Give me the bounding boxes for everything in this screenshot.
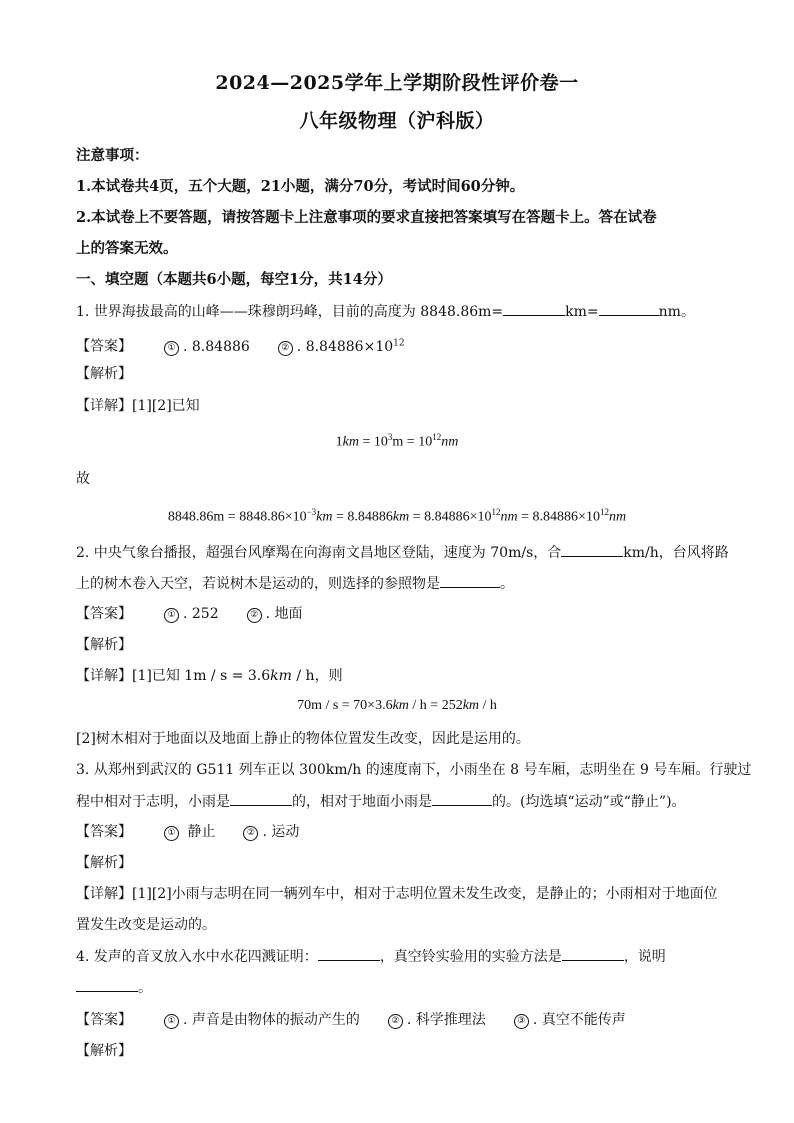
- question-3-line-2: [76, 791, 726, 812]
- detail-label: 【详解】: [76, 668, 132, 684]
- question-2-line-2: [76, 573, 726, 594]
- exam-title: 2024—2025学年上学期阶段性评价卷一: [215, 72, 579, 94]
- question-2-text: 。: [500, 576, 514, 592]
- therefore-text: 故: [76, 471, 90, 487]
- answer-value: 静止: [183, 824, 216, 840]
- question-4-analysis-label: 【解析】: [76, 1043, 132, 1059]
- question-4-answer: [76, 1010, 726, 1030]
- answer-label: 【答案】: [76, 1012, 132, 1028]
- notes-heading: 注意事项：: [76, 147, 149, 164]
- question-1-unit: nm。: [658, 304, 695, 320]
- circle-number-3: ③: [514, 1014, 529, 1029]
- exponent: 12: [393, 338, 405, 348]
- question-2-detail: 【详解】[1]已知 1m / s = 3.6km / h，则: [76, 668, 343, 684]
- answer-value: . 8.84886×10: [296, 338, 394, 355]
- question-4-text: ，真空铃实验用的实验方法是: [379, 949, 562, 965]
- question-2-line-1: [76, 542, 729, 563]
- answer-value: . 252: [183, 606, 219, 622]
- answer-value: . 8.84886: [183, 338, 250, 355]
- answer-blank: [440, 573, 500, 588]
- answer-label: 【答案】: [76, 606, 132, 622]
- question-3-analysis-label: 【解析】: [76, 855, 132, 871]
- question-1: [76, 301, 726, 322]
- exam-subtitle: 八年级物理（沪科版）: [299, 110, 495, 132]
- notes-item-1: 1.本试卷共4页，五个大题，21小题，满分70分，考试时间60分钟。: [76, 178, 525, 195]
- circle-number-1: ①: [164, 1014, 179, 1029]
- answer-value: . 运动: [262, 824, 300, 840]
- answer-value: . 地面: [265, 606, 303, 622]
- question-3-line-1: 3. 从郑州到武汉的 G511 列车正以 300km/h 的速度南下，小雨坐在 8 号车厢，志明坐在 9 号车厢。行驶过: [76, 762, 752, 778]
- circle-number-2: ②: [247, 608, 262, 623]
- detail-label: 【详解】: [76, 398, 132, 414]
- answer-blank: [432, 791, 492, 806]
- formula-speed-conversion: 70m / s = 70×3.6km / h = 252km / h: [297, 698, 497, 713]
- circle-number-1: ①: [164, 341, 179, 356]
- question-2-text: km/h，台风将路: [623, 545, 729, 561]
- answer-blank: [562, 946, 624, 961]
- question-3-text: 的。(均选填“运动”或“静止”)。: [492, 794, 686, 810]
- formula-unit-conversion: $1km = 10^3m = 10^{12}nm$: [335, 432, 459, 450]
- question-3-text: 的，相对于地面小雨是: [292, 794, 432, 810]
- notes-item-2-line-2: 上的答案无效。: [76, 240, 178, 257]
- circle-number-2: ②: [243, 826, 258, 841]
- answer-blank: [76, 977, 138, 992]
- circle-number-2: ②: [388, 1014, 403, 1029]
- answer-blank: [599, 301, 659, 316]
- question-3-detail-line-1: 【详解】[1][2]小雨与志明在同一辆列车中，相对于志明位置未发生改变，是静止的；小雨相对于地面位: [76, 886, 718, 902]
- circle-number-1: ①: [164, 608, 179, 623]
- question-2-text: 2. 中央气象台播报，超强台风摩羯在向海南文昌地区登陆，速度为 70m/s，合: [76, 545, 562, 561]
- circle-number-2: ②: [278, 341, 293, 356]
- question-1-answer: [76, 333, 726, 357]
- answer-blank: [561, 542, 623, 557]
- question-3-text: 程中相对于志明，小雨是: [76, 794, 230, 810]
- section-1-heading: 一、填空题（本题共6小题，每空1分，共14分）: [76, 271, 392, 288]
- question-2-analysis-label: 【解析】: [76, 637, 132, 653]
- detail-label: 【详解】: [76, 886, 132, 902]
- answer-label: 【答案】: [76, 338, 132, 355]
- formula-height-conversion: $8848.86m = 8848.86\times 10^{-3}km = 8.84886km = 8.84886\times 10^{12}nm = 8.84886\times 10^{12}nm$: [167, 507, 627, 525]
- question-3-detail-line-2: 置发生改变是运动的。: [76, 917, 216, 933]
- question-2-detail-2: [2]树木相对于地面以及地面上静止的物体位置发生改变，因此是运用的。: [76, 731, 530, 747]
- answer-blank: [503, 301, 565, 316]
- detail-text: [1][2]已知: [132, 398, 200, 414]
- question-2-answer: [76, 604, 726, 624]
- question-4-line-2: [76, 977, 726, 998]
- question-2-text: 上的树木卷入天空，若说树木是运动的，则选择的参照物是: [76, 576, 440, 592]
- question-4-text: ，说明: [623, 949, 666, 965]
- answer-value: . 科学推理法: [406, 1012, 486, 1028]
- answer-value: . 真空不能传声: [532, 1012, 626, 1028]
- answer-label: 【答案】: [76, 824, 132, 840]
- question-1-analysis-label: 【解析】: [76, 366, 132, 382]
- question-4-text: 。: [138, 980, 152, 996]
- question-3-answer: [76, 822, 726, 842]
- circle-number-1: ①: [164, 826, 179, 841]
- answer-blank: [230, 791, 292, 806]
- question-1-detail: [76, 396, 726, 416]
- notes-item-2-line-1: 2.本试卷上不要答题，请按答题卡上注意事项的要求直接把答案填写在答题卡上。答在试卷: [76, 209, 657, 226]
- question-4-line-1: [76, 946, 726, 967]
- question-4-text: 4. 发声的音叉放入水中水花四溅证明：: [76, 949, 318, 965]
- question-1-unit: km=: [565, 304, 599, 320]
- answer-blank: [318, 946, 380, 961]
- answer-value: . 声音是由物体的振动产生的: [183, 1012, 360, 1028]
- question-1-text: 1. 世界海拔最高的山峰——珠穆朗玛峰，目前的高度为 8848.86m=: [76, 304, 504, 320]
